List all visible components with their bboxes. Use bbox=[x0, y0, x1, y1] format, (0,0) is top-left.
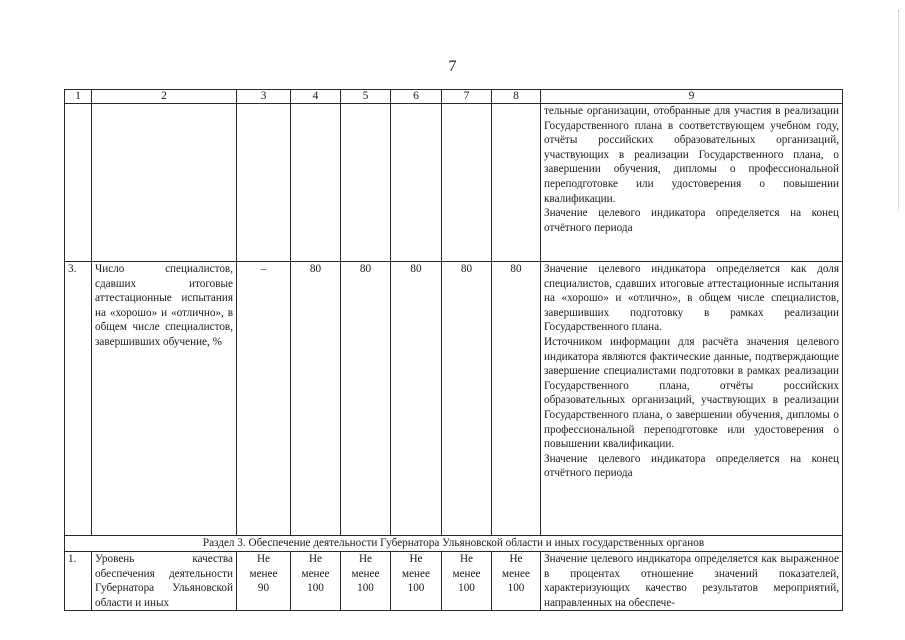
value-cell bbox=[341, 104, 391, 262]
value-cell: 80 bbox=[291, 262, 341, 536]
value-cell bbox=[291, 104, 341, 262]
col-header-2: 2 bbox=[92, 90, 237, 104]
section-heading-row bbox=[65, 536, 843, 552]
value-cell bbox=[391, 104, 442, 262]
column-numbers-row bbox=[65, 90, 843, 104]
indicator-name: Уровень качества обеспечения деятельности Губернатора Ульяновской области и иных bbox=[92, 552, 237, 611]
col-header-6: 6 bbox=[391, 90, 442, 104]
col-header-8: 8 bbox=[492, 90, 541, 104]
indicator-name bbox=[92, 104, 237, 262]
indicator-description: Значение целевого индикатора определяется как доля специалистов, сдавших итоговые аттестационные испытания на «хорошо» и «отлично», в общем числе специалистов, завершивших подготовку в рамках реализации Государственного плана. Источником информации для расчёта значения целевого индикатора являются фактические данные, подтверждающие завершение специалистами подготовки в рамках реализации Государственного плана, отчёты российских образовательных организаций, участвующих в реализации Государственного плана, о завершении обучения, дипломы о профессиональной переподготовке или удостоверения о повышении квалификации. Значение целевого индикатора определяется на конец отчётного периода bbox=[541, 262, 843, 536]
table-row-continuation bbox=[65, 104, 843, 262]
value-cell: 80 bbox=[492, 262, 541, 536]
value-cell: – bbox=[237, 262, 291, 536]
col-header-3: 3 bbox=[237, 90, 291, 104]
value-cell: 80 bbox=[442, 262, 492, 536]
value-cell: Не менее 100 bbox=[442, 552, 492, 611]
page-number: 7 bbox=[448, 58, 457, 75]
col-header-7: 7 bbox=[442, 90, 492, 104]
margin-scan-marks bbox=[894, 10, 899, 210]
value-cell: Не менее 100 bbox=[391, 552, 442, 611]
value-cell: Не менее 90 bbox=[237, 552, 291, 611]
value-cell: Не менее 100 bbox=[341, 552, 391, 611]
value-cell: 80 bbox=[341, 262, 391, 536]
value-cell bbox=[442, 104, 492, 262]
row-number bbox=[65, 104, 92, 262]
value-cell: Не менее 100 bbox=[291, 552, 341, 611]
row-number: 3. bbox=[65, 262, 92, 536]
indicators-table bbox=[64, 89, 843, 611]
indicator-description: Значение целевого индикатора определяется как выраженное в процентах отношение значений показателей, характеризующих качество результатов мероприятий, направленных на обеспече- bbox=[541, 552, 843, 611]
indicator-name: Число специалистов, сдавших итоговые аттестационные испытания на «хорошо» и «отлично», в общем числе специалистов, завершивших обучение, % bbox=[92, 262, 237, 536]
indicator-description: тельные организации, отобранные для участия в реализации Государственного плана в соответствующем учебном году, отчёты российских образовательных организаций, участвующих в реализации Государственного плана, о завершении обучения, дипломы о профессиональной переподготовке или удостоверения о повышении квалификации. Значение целевого индикатора определяется на конец отчётного периода bbox=[541, 104, 843, 262]
col-header-9: 9 bbox=[541, 90, 843, 104]
value-cell bbox=[492, 104, 541, 262]
value-cell: Не менее 100 bbox=[492, 552, 541, 611]
row-number: 1. bbox=[65, 552, 92, 611]
col-header-5: 5 bbox=[341, 90, 391, 104]
table-row-3 bbox=[65, 262, 843, 536]
section-title: Раздел 3. Обеспечение деятельности Губернатора Ульяновской области и иных государственных органов bbox=[65, 536, 843, 552]
col-header-4: 4 bbox=[291, 90, 341, 104]
value-cell bbox=[237, 104, 291, 262]
value-cell: 80 bbox=[391, 262, 442, 536]
col-header-1: 1 bbox=[65, 90, 92, 104]
table-row-1 bbox=[65, 552, 843, 611]
